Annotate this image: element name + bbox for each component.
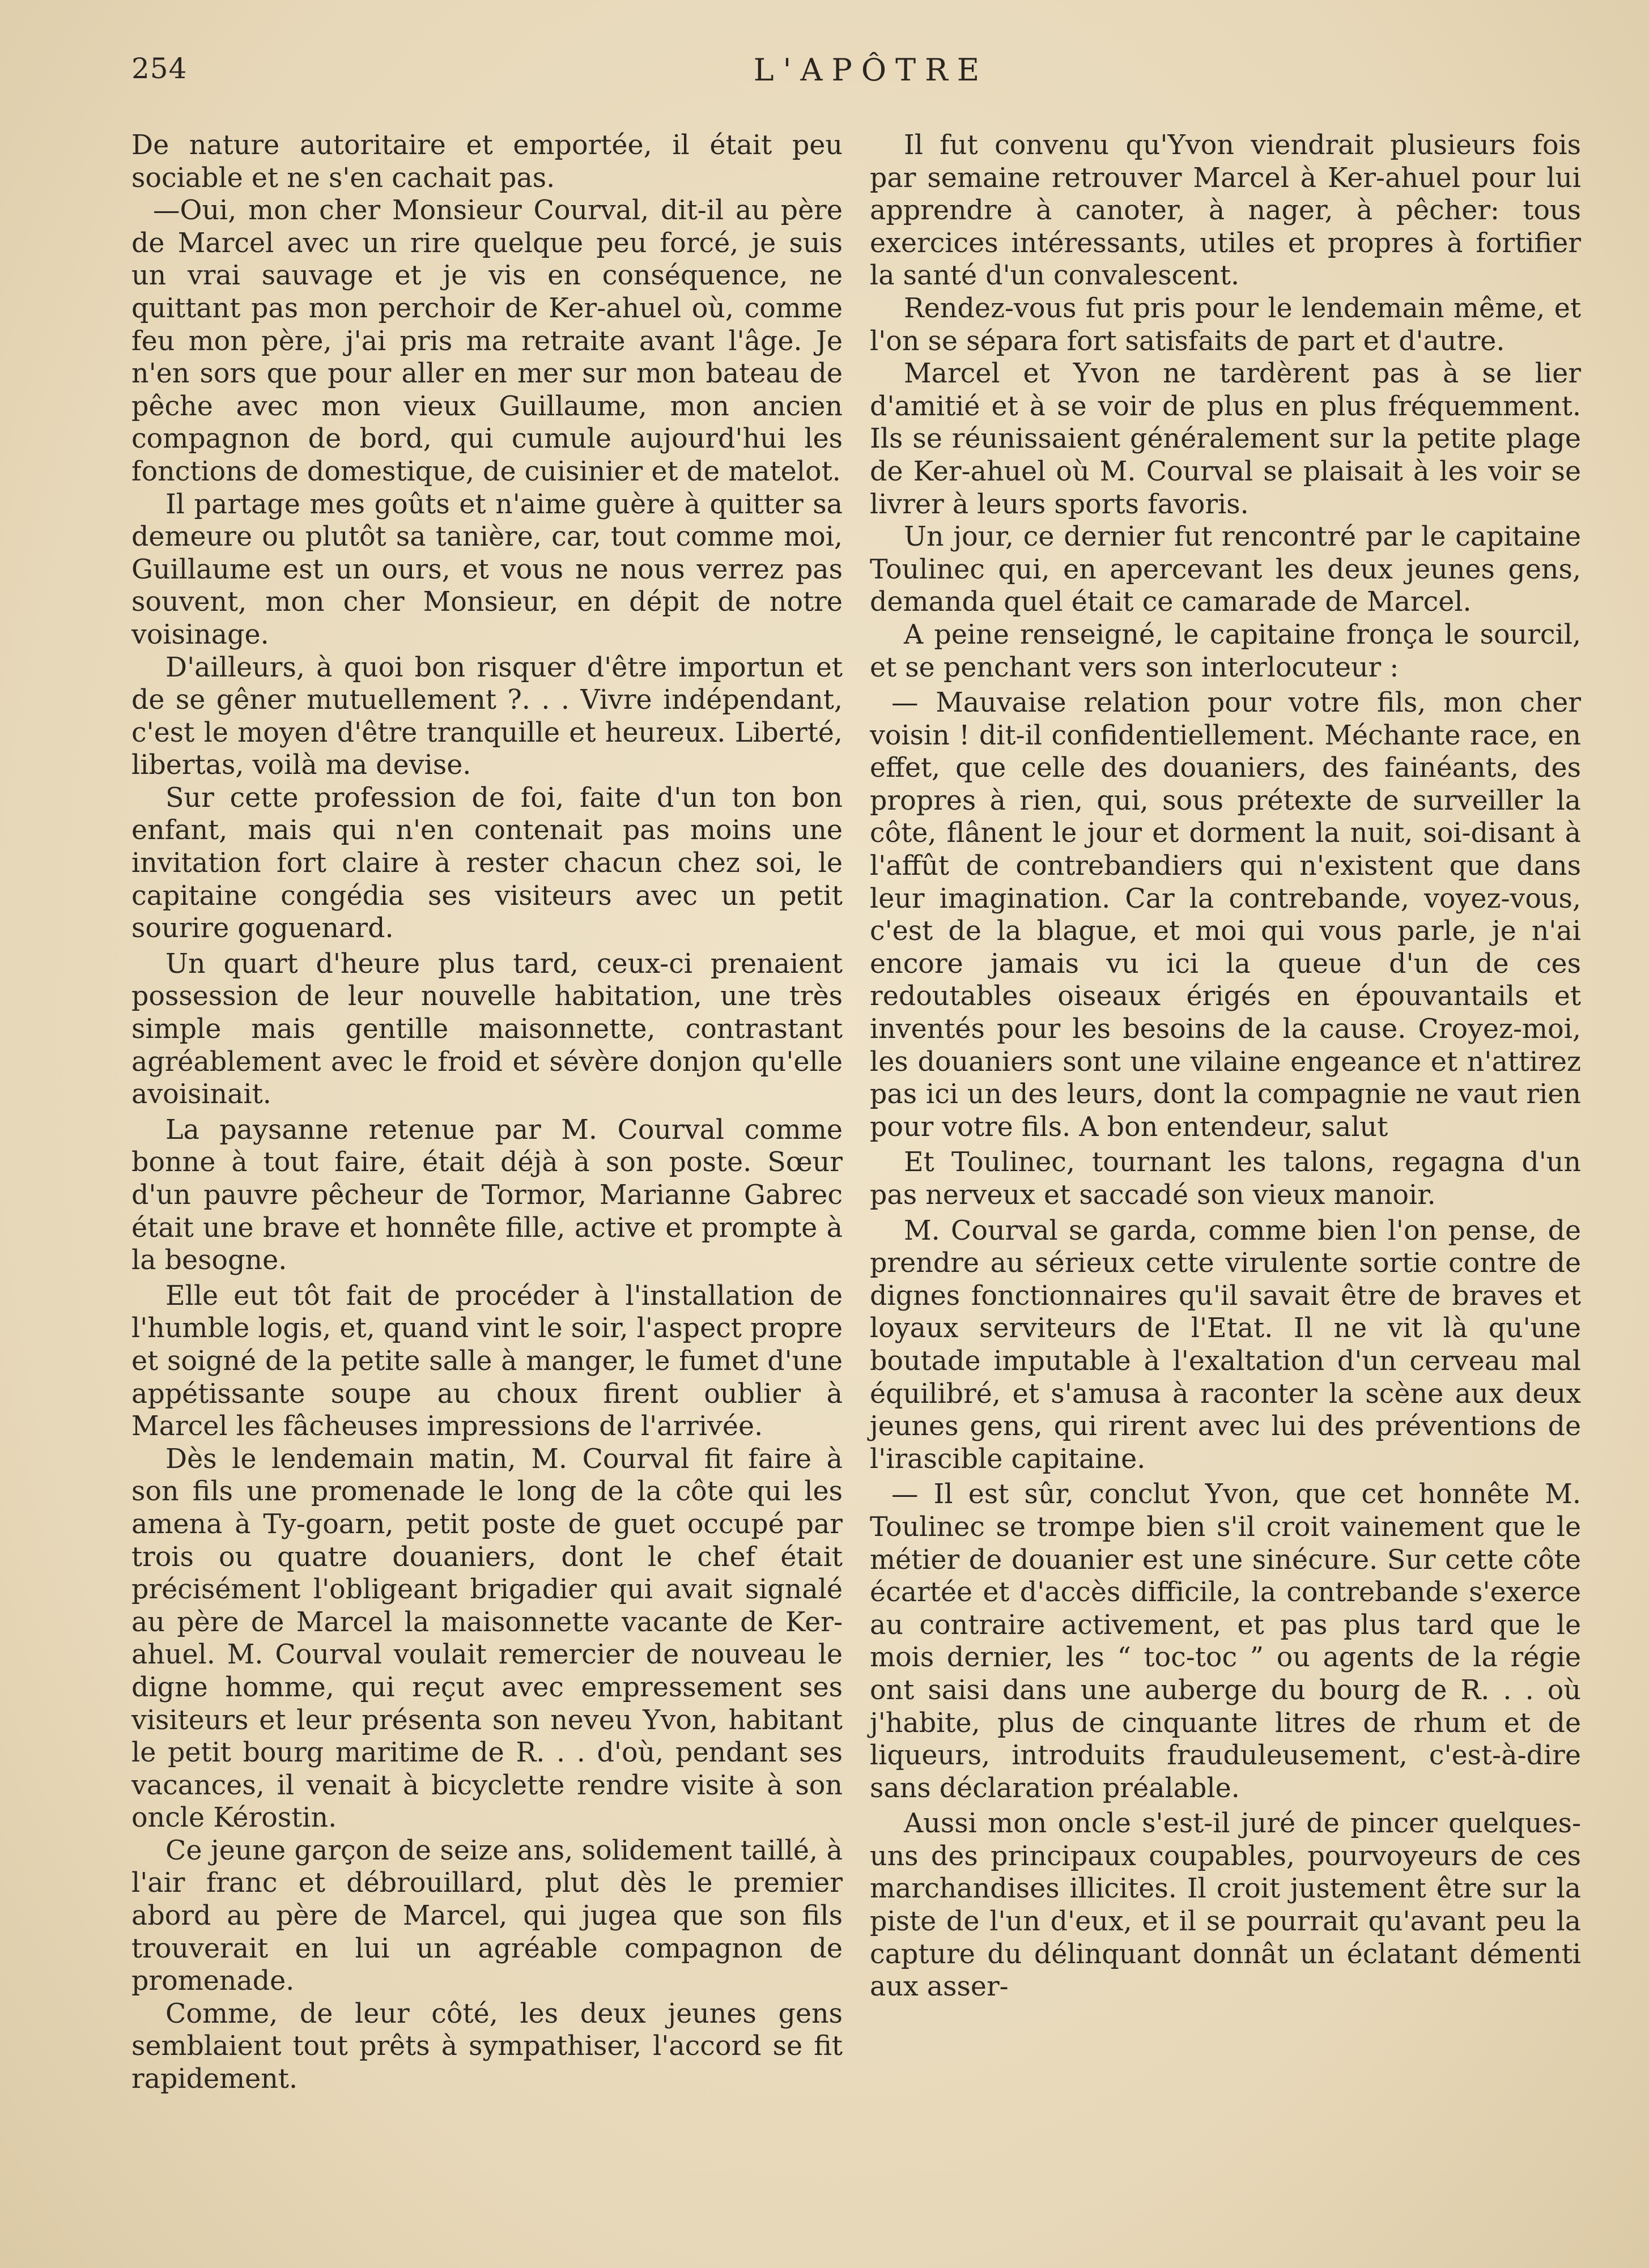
paragraph: Elle eut tôt fait de procéder à l'installation de l'humble logis, et, quand vint le soir, l'aspect propre et soigné de la petite salle à manger, le fumet d'une appétissante soupe au choux firent oublier à Marcel les fâcheuses impressions de l'arrivée. bbox=[131, 1280, 843, 1443]
paragraph: Un quart d'heure plus tard, ceux-ci prenaient possession de leur nouvelle habitation, une très simple mais gentille maisonnette, contrastant agréablement avec le froid et sévère donjon qu'elle avoisinait. bbox=[131, 948, 843, 1110]
paragraph: — Il est sûr, conclut Yvon, que cet honnête M. Toulinec se trompe bien s'il croit vainement que le métier de douanier est une sinécure. Sur cette côte écartée et d'accès difficile, la contrebande s'exerce au contraire activement, et pas plus tard que le mois dernier, les “ toc-toc ” ou agents de la régie ont saisi dans une auberge du bourg de R. . . où j'habite, plus de cinquante litres de rhum et de liqueurs, introduits frauduleusement, c'est-à-dire sans déclaration préalable. bbox=[870, 1479, 1581, 1804]
paragraph: Et Toulinec, tournant les talons, regagna d'un pas nerveux et saccadé son vieux manoir. bbox=[870, 1147, 1581, 1211]
paragraph: Il fut convenu qu'Yvon viendrait plusieurs fois par semaine retrouver Marcel à Ker-ahuel pour lui apprendre à canoter, à nager, à pêcher: tous exercices intéressants, utiles et propres à fortifier la santé d'un convalescent. bbox=[870, 130, 1581, 292]
page-number: 254 bbox=[131, 52, 188, 85]
paragraph: Ce jeune garçon de seize ans, solidement taillé, à l'air franc et débrouillard, plut dès le premier abord au père de Marcel, qui jugea que son fils trouverait en lui un agréable compagnon de promenade. bbox=[131, 1835, 843, 1997]
paragraph: Sur cette profession de foi, faite d'un ton bon enfant, mais qui n'en contenait pas moins une invitation fort claire à rester chacun chez soi, le capitaine congédia ses visiteurs avec un petit sourire goguenard. bbox=[131, 782, 843, 944]
paragraph: De nature autoritaire et emportée, il était peu sociable et ne s'en cachait pas. bbox=[131, 130, 843, 194]
paragraph: Marcel et Yvon ne tardèrent pas à se lier d'amitié et à se voir de plus en plus fréquemment. Ils se réunissaient généralement sur la petite plage de Ker-ahuel où M. Courval se plaisait à les voir se livrer à leurs sports favoris. bbox=[870, 358, 1581, 520]
running-title: L'APÔTRE bbox=[753, 52, 989, 88]
paragraph: La paysanne retenue par M. Courval comme bonne à tout faire, était déjà à son poste. Sœur d'un pauvre pêcheur de Tormor, Marianne Gabrec était une brave et honnête fille, active et prompte à la besogne. bbox=[131, 1114, 843, 1276]
paragraph: — Mauvaise relation pour votre fils, mon cher voisin ! dit-il confidentiellement. Méchante race, en effet, que celle des douaniers, des fainéants, des propres à rien, qui, sous prétexte de surveiller la côte, flânent le jour et dorment la nuit, soi-disant à l'affût de contrebandiers qui n'existent que dans leur imagination. Car la contrebande, voyez-vous, c'est de la blague, et moi qui vous parle, je n'ai encore jamais vu ici la queue d'un de ces redoutables oiseaux érigés en épouvantails et inventés pour les besoins de la cause. Croyez-moi, les douaniers sont une vilaine engeance et n'attirez pas ici un des leurs, dont la compagnie ne vaut rien pour votre fils. A bon entendeur, salut bbox=[870, 687, 1581, 1143]
paragraph: D'ailleurs, à quoi bon risquer d'être importun et de se gêner mutuellement ?. . . Vivre indépendant, c'est le moyen d'être tranquille et heureux. Liberté, libertas, voilà ma devise. bbox=[131, 652, 843, 781]
paragraph: —Oui, mon cher Monsieur Courval, dit-il au père de Marcel avec un rire quelque peu forcé, je suis un vrai sauvage et je vis en conséquence, ne quittant pas mon perchoir de Ker-ahuel où, comme feu mon père, j'ai pris ma retraite avant l'âge. Je n'en sors que pour aller en mer sur mon bateau de pêche avec mon vieux Guillaume, mon ancien compagnon de bord, qui cumule aujourd'hui les fonctions de domestique, de cuisinier et de matelot. bbox=[131, 195, 843, 487]
paragraph: Aussi mon oncle s'est-il juré de pincer quelques-uns des principaux coupables, pourvoyeurs de ces marchandises illicites. Il croit justement être sur la piste de l'un d'eux, et il se pourrait qu'avant peu la capture du délinquant donnât un éclatant démenti aux asser- bbox=[870, 1808, 1581, 2003]
paragraph: Un jour, ce dernier fut rencontré par le capitaine Toulinec qui, en apercevant les deux jeunes gens, demanda quel était ce camarade de Marcel. bbox=[870, 521, 1581, 618]
right-column bbox=[870, 129, 1581, 2003]
paragraph: A peine renseigné, le capitaine fronça le sourcil, et se penchant vers son interlocuteur : bbox=[870, 619, 1581, 683]
page-header bbox=[131, 52, 1588, 97]
paragraph: Rendez-vous fut pris pour le lendemain même, et l'on se sépara fort satisfaits de part et d'autre. bbox=[870, 292, 1581, 357]
paragraph: Comme, de leur côté, les deux jeunes gens semblaient tout prêts à sympathiser, l'accord se fit rapidement. bbox=[131, 1998, 843, 2095]
left-column bbox=[131, 129, 843, 2096]
paragraph: M. Courval se garda, comme bien l'on pense, de prendre au sérieux cette virulente sortie contre de dignes fonctionnaires qu'il savait être de braves et loyaux serviteurs de l'Etat. Il ne vit là qu'une boutade imputable à l'exaltation d'un cerveau mal équilibré, et s'amusa à raconter la scène aux deux jeunes gens, qui rirent avec lui des préventions de l'irascible capitaine. bbox=[870, 1215, 1581, 1475]
paragraph: Dès le lendemain matin, M. Courval fit faire à son fils une promenade le long de la côte qui les amena à Ty-goarn, petit poste de guet occupé par trois ou quatre douaniers, dont le chef était précisément l'obligeant brigadier qui avait signalé au père de Marcel la maisonnette vacante de Ker-ahuel. M. Courval voulait remercier de nouveau le digne homme, qui reçut avec empressement ses visiteurs et leur présenta son neveu Yvon, habitant le petit bourg maritime de R. . . d'où, pendant ses vacances, il venait à bicyclette rendre visite à son oncle Kérostin. bbox=[131, 1443, 843, 1834]
paragraph: Il partage mes goûts et n'aime guère à quitter sa demeure ou plutôt sa tanière, car, tout comme moi, Guillaume est un ours, et vous ne nous verrez pas souvent, mon cher Monsieur, en dépit de notre voisinage. bbox=[131, 488, 843, 650]
